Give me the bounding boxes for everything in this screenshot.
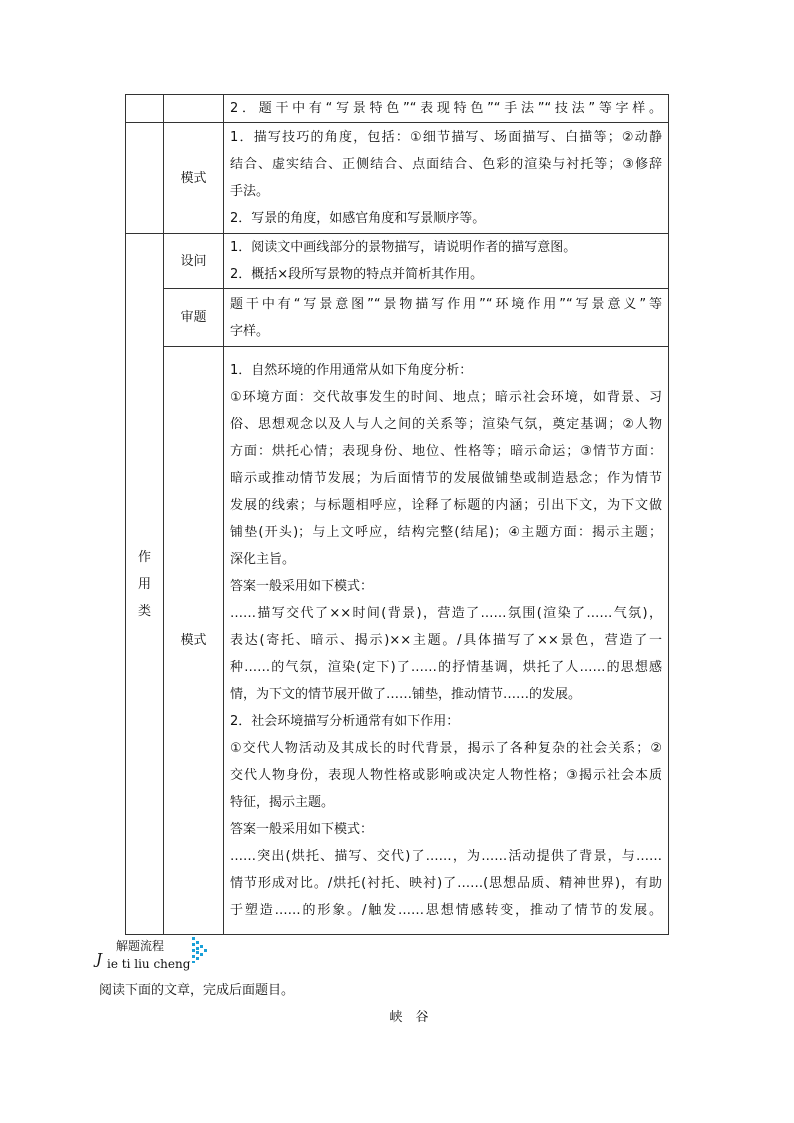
body-line: 俗、思想观念以及人与人之间的关系等；渲染气氛，奠定基调；②人物 bbox=[230, 417, 662, 432]
sublabel-cell bbox=[164, 289, 224, 347]
body-line: 于塑造……的形象。/触发……思想情感转变，推动了情节的发展。 bbox=[230, 903, 662, 918]
body-line: ……突出(烘托、描写、交代)了……，为……活动提供了背景，与…… bbox=[230, 849, 662, 864]
category-label: 作用类 bbox=[137, 549, 151, 619]
flow-pinyin: ie ti liu cheng bbox=[107, 957, 191, 971]
row-label-review: 审题 bbox=[180, 310, 207, 325]
pinyin-initial: J bbox=[96, 950, 103, 968]
article-title: 峡 谷 bbox=[389, 1010, 429, 1025]
body-line: 2．概括×段所写景物的特点并简析其作用。 bbox=[230, 267, 484, 282]
body-line: 手法。 bbox=[230, 184, 270, 199]
table-row bbox=[126, 347, 669, 935]
body-line: 情节形成对比。/烘托(衬托、映衬)了……(思想品质、精神世界)，有助 bbox=[230, 876, 662, 891]
body-line: 2．题干中有“写景特色”“表现特色”“手法”“技法”等字样。 bbox=[230, 101, 662, 116]
body-line: 铺垫(开头)；与上文呼应，结构完整(结尾)；④主题方面：揭示主题； bbox=[230, 525, 662, 540]
body-line: 表达(寄托、暗示、揭示)××主题。/具体描写了××景色，营造了一 bbox=[230, 633, 662, 648]
instruction-text: 阅读下面的文章，完成后面题目。 bbox=[99, 983, 295, 998]
body-line: ……描写交代了××时间(背景)，营造了……氛围(渲染了……气氛)， bbox=[230, 606, 662, 621]
row-label-mode: 模式 bbox=[180, 170, 207, 186]
sublabel-cell bbox=[164, 123, 224, 234]
sublabel-cell bbox=[164, 234, 224, 289]
arrow-dot bbox=[196, 941, 199, 944]
body-cell bbox=[224, 234, 669, 289]
body-line: 1．阅读文中画线部分的景物描写，请说明作者的描写意图。 bbox=[230, 240, 577, 255]
flow-title: 解题流程 bbox=[116, 939, 165, 953]
table-row bbox=[126, 95, 669, 123]
body-cell bbox=[224, 289, 669, 347]
body-line: 深化主旨。 bbox=[230, 552, 296, 567]
body-line: 字样。 bbox=[230, 323, 270, 339]
category-cell bbox=[126, 234, 164, 935]
row-label-mode: 模式 bbox=[180, 633, 207, 648]
arrow-dot bbox=[200, 953, 203, 956]
body-line: 方面：烘托心情；表现身份、地位、性格等；暗示命运；③情节方面： bbox=[230, 444, 662, 459]
body-line: 1．描写技巧的角度，包括：①细节描写、场面描写、白描等；②动静 bbox=[230, 130, 662, 145]
arrow-dot bbox=[192, 949, 195, 952]
table-row bbox=[126, 123, 669, 234]
body-line: 暗示或推动情节发展；为后面情节的发展做铺垫或制造悬念；作为情节 bbox=[230, 471, 662, 486]
arrow-dot bbox=[196, 947, 199, 950]
solution-flow-heading bbox=[96, 935, 296, 977]
method-table bbox=[125, 94, 669, 935]
body-line: 特征，揭示主题。 bbox=[230, 795, 335, 810]
body-line: 1．自然环境的作用通常从如下角度分析： bbox=[230, 363, 473, 378]
body-line: 种……的气氛，渲染(定下)了……的抒情基调，烘托了人……的思想感 bbox=[230, 660, 662, 675]
body-line: ①环境方面：交代故事发生的时间、地点；暗示社会环境，如背景、习 bbox=[230, 390, 662, 405]
body-line: 结合、虚实结合、正侧结合、点面结合、色彩的渲染与衬托等；③修辞 bbox=[230, 157, 662, 172]
sublabel-cell-empty bbox=[164, 95, 224, 123]
body-line: 情，为下文的情节展开做了……铺垫，推动情节……的发展。 bbox=[230, 687, 582, 702]
body-line: 2．社会环境描写分析通常有如下作用： bbox=[230, 714, 460, 729]
body-line: 2．写景的角度，如感官角度和写景顺序等。 bbox=[230, 211, 486, 226]
body-line: 发展的线索；与标题相呼应，诠释了标题的内涵；引出下文，为下文做 bbox=[230, 498, 662, 513]
category-cell-prev bbox=[126, 95, 164, 123]
body-cell bbox=[224, 95, 669, 123]
dotted-arrow-icon bbox=[190, 935, 214, 963]
table-row bbox=[126, 289, 669, 347]
arrow-dot bbox=[204, 949, 207, 952]
body-line: 交代人物身份，表现人物性格或影响或决定人物性格；③揭示社会本质 bbox=[230, 768, 662, 783]
row-label-question: 设问 bbox=[180, 253, 207, 269]
arrow-dot bbox=[200, 945, 203, 948]
arrow-dot bbox=[196, 957, 199, 960]
body-line: ①交代人物活动及其成长的时代背景，揭示了各种复杂的社会关系；② bbox=[230, 741, 662, 756]
arrow-dot bbox=[192, 937, 195, 940]
sublabel-cell bbox=[164, 347, 224, 935]
table-row bbox=[126, 234, 669, 289]
arrow-dot bbox=[192, 955, 195, 958]
body-cell bbox=[224, 347, 669, 935]
body-line: 答案一般采用如下模式： bbox=[230, 579, 374, 594]
arrow-dot bbox=[192, 943, 195, 946]
body-line: 题干中有“写景意图”“景物描写作用”“环境作用”“写景意义”等 bbox=[230, 296, 662, 312]
arrow-dot bbox=[192, 961, 195, 963]
arrow-dot bbox=[196, 951, 199, 954]
category-cell-prev-cont bbox=[126, 123, 164, 234]
body-cell bbox=[224, 123, 669, 234]
body-line: 答案一般采用如下模式： bbox=[230, 822, 374, 837]
